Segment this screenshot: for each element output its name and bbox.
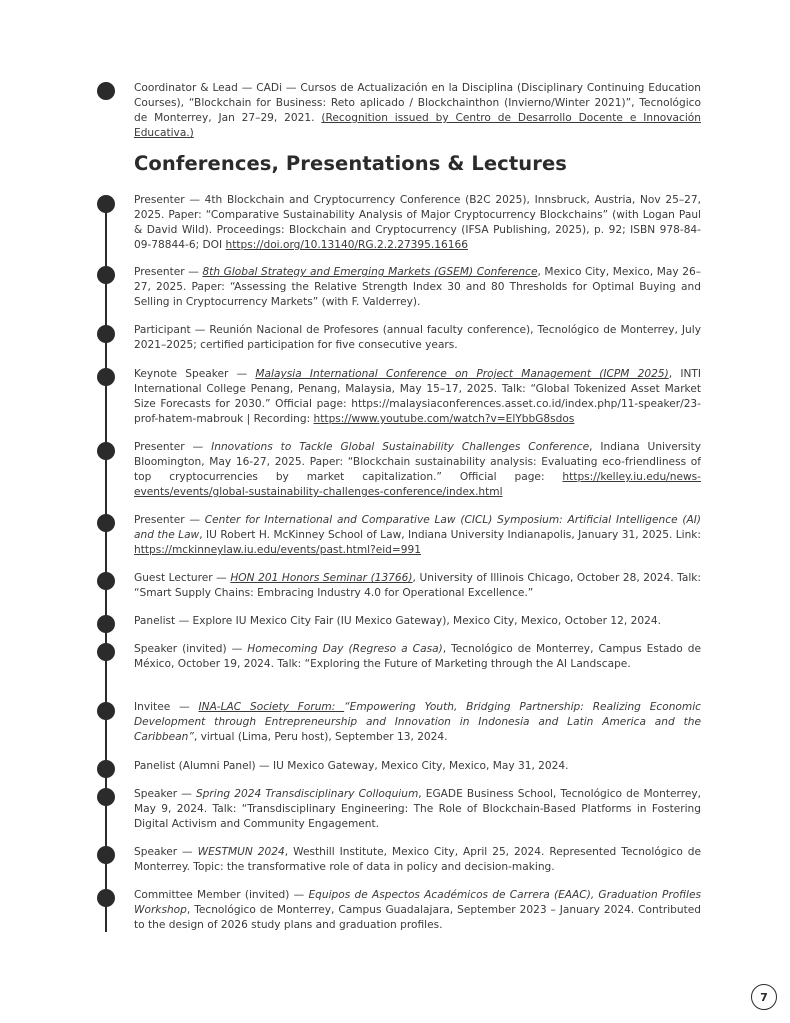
entry-text: Invitee — bbox=[134, 701, 199, 713]
entry-text: , Westhill Institute, Mexico City, April 25, 2024. Represented Tecnológico de Monterrey. Topic: the transformative role of data in policy and decision-making. bbox=[134, 846, 702, 873]
timeline-dot bbox=[97, 643, 115, 661]
entry-explore-iu bbox=[134, 614, 701, 629]
entry-text: Panelist — Explore IU Mexico City Fair (IU Mexico Gateway), Mexico City, Mexico, October 12, 2024. bbox=[134, 615, 661, 627]
entry-westmun bbox=[134, 845, 701, 875]
symposium-name: Center for International and Comparative Law (CICL) Symposium: Artificial Intelligence (AI) and the Law bbox=[134, 514, 701, 541]
recording-link[interactable]: https://www.youtube.com/watch?v=ElYbbG8sdos bbox=[313, 413, 575, 425]
timeline-dot bbox=[97, 760, 115, 778]
entry-text: , Tecnológico de Monterrey, Campus Guadalajara, September 2023 – January 2024. Contributed to the design of 2026 study plans and graduation profiles. bbox=[134, 904, 701, 931]
seminar-link[interactable]: HON 201 Honors Seminar (13766) bbox=[230, 572, 413, 584]
entry-text: Presenter — bbox=[134, 441, 212, 453]
entry-text: , University of Illinois Chicago, October 28, 2024. Talk: “Smart Supply Chains: Embracing Industry 4.0 for Operational Excellence.” bbox=[134, 572, 701, 599]
entry-text: Panelist (Alumni Panel) — IU Mexico Gateway, Mexico City, Mexico, May 31, 2024. bbox=[134, 760, 569, 772]
entry-text: , INTI International College Penang, Penang, Malaysia, May 15–17, 2025. Talk: “Global Tokenized Asset Market Size Forecasts for 2030.” Official page: https://malaysiaconferences.asset.co.id/index.php/11-speaker/23-prof-hatem-mabrouk | Recording: bbox=[134, 368, 701, 425]
conference-name: Innovations to Tackle Global Sustainability Challenges Conference bbox=[211, 441, 590, 453]
entry-text: Presenter — 4th Blockchain and Cryptocurrency Conference (B2C 2025), Innsbruck, Austria, Nov 25–27, 2025. Paper: “Comparative Sustainability Analysis of Major Cryptocurrency Blockchains” (with Logan Paul & David Wild). Proceedings: Blockchain and Cryptocurrency (IFSA Publishing, 2025), p. 92; ISBN 978-84-09-78844-6; DOI bbox=[134, 194, 701, 251]
entry-text: , Tecnológico de Monterrey, Campus Estado de México, October 19, 2024. Talk: “Exploring the Future of Marketing through the AI Landscape. bbox=[134, 643, 701, 670]
event-name: Homecoming Day (Regreso a Casa) bbox=[247, 643, 443, 655]
entry-hon-201 bbox=[134, 571, 701, 601]
recognition-link[interactable]: (Recognition issued by Centro de Desarrollo Docente e Innovación Educativa.) bbox=[134, 112, 701, 139]
gsem-link[interactable]: 8th Global Strategy and Emerging Markets (GSEM) Conference bbox=[202, 266, 538, 278]
entry-text: Guest Lecturer — bbox=[134, 572, 231, 584]
entry-text: Committee Member (invited) — bbox=[134, 889, 309, 901]
timeline-dot bbox=[97, 82, 115, 100]
entry-ina-lac-forum bbox=[134, 700, 701, 745]
page-number: 7 bbox=[751, 984, 777, 1010]
icpm-link[interactable]: Malaysia International Conference on Project Management (ICPM 2025) bbox=[255, 368, 669, 380]
colloquium-name: Spring 2024 Transdisciplinary Colloquium bbox=[195, 788, 419, 800]
entry-text: , Mexico City, Mexico, May 26–27, 2025. Paper: “Assessing the Relative Strength Index 30 and 80 Thresholds for Optimal Buying and Selling in Cryptocurrency Markets” (with F. Valderrey). bbox=[134, 266, 701, 308]
timeline-dot bbox=[97, 788, 115, 806]
top-entry bbox=[134, 81, 701, 141]
entry-reunion-nacional bbox=[134, 323, 701, 353]
entry-text: , virtual (Lima, Peru host), September 13, 2024. bbox=[193, 731, 448, 743]
entry-text: Speaker (invited) — bbox=[134, 643, 248, 655]
timeline-dot bbox=[97, 195, 115, 213]
entry-text: Participant — Reunión Nacional de Profesores (annual faculty conference), Tecnológico de Monterrey, July 2021–2025; certified participation for five consecutive years. bbox=[134, 324, 701, 351]
timeline-dot bbox=[97, 572, 115, 590]
entry-transdisciplinary-colloquium bbox=[134, 787, 701, 832]
entry-alumni-panel bbox=[134, 759, 701, 774]
entry-text: , EGADE Business School, Tecnológico de Monterrey, May 9, 2024. Talk: “Transdisciplinary Engineering: The Role of Blockchain-Based Platforms in Fostering Digital Activism and Community Engagement. bbox=[134, 788, 701, 830]
timeline-dot bbox=[97, 266, 115, 284]
doi-link[interactable]: https://doi.org/10.13140/RG.2.2.27395.16166 bbox=[225, 239, 468, 251]
event-name: WESTMUN 2024 bbox=[197, 846, 285, 858]
timeline-dot bbox=[97, 368, 115, 386]
entry-eaac-workshop bbox=[134, 888, 701, 933]
timeline-line bbox=[105, 198, 107, 932]
entry-text: Coordinator & Lead — CADi — Cursos de Actualización en la Disciplina (Disciplinary Continuing Education Courses), “Blockchain for Business: Reto aplicado / Blockchainthon (Invierno/Winter 2021)”, Tecnológico de Monterrey, Jan 27–29, 2021. bbox=[134, 82, 701, 124]
entry-text: Presenter — bbox=[134, 266, 203, 278]
event-link[interactable]: https://mckinneylaw.iu.edu/events/past.html?eid=991 bbox=[134, 544, 422, 556]
section-title: Conferences, Presentations & Lectures bbox=[134, 152, 567, 175]
entry-gsem-2025 bbox=[134, 265, 701, 310]
timeline-dot bbox=[97, 846, 115, 864]
workshop-name: Equipos de Aspectos Académicos de Carrera (EAAC), Graduation Profiles Workshop bbox=[134, 889, 701, 916]
timeline-dot bbox=[97, 615, 115, 633]
entry-text: Keynote Speaker — bbox=[134, 368, 256, 380]
entry-text: Speaker — bbox=[134, 846, 198, 858]
entry-homecoming-day bbox=[134, 642, 701, 672]
entry-sustainability-conference bbox=[134, 440, 701, 500]
official-page-link[interactable]: https://kelley.iu.edu/news-events/events/global-sustainability-challenges-conference/index.html bbox=[134, 471, 701, 498]
entry-icpm-2025 bbox=[134, 367, 701, 427]
entry-text: Presenter — bbox=[134, 514, 205, 526]
entry-cicl-symposium bbox=[134, 513, 701, 558]
timeline-dot bbox=[97, 702, 115, 720]
timeline-dot bbox=[97, 514, 115, 532]
entry-b2c-2025 bbox=[134, 193, 701, 253]
timeline-dot bbox=[97, 325, 115, 343]
forum-title: “Empowering Youth, Bridging Partnership: Realizing Economic Development through Entrepreneurship and Innovation in Indonesia and Latin America and the Caribbean” bbox=[134, 701, 702, 743]
forum-link[interactable]: INA-LAC Society Forum: bbox=[198, 701, 345, 713]
entry-text: Speaker — bbox=[134, 788, 196, 800]
entry-text: , IU Robert H. McKinney School of Law, Indiana University Indianapolis, January 31, 2025. Link: bbox=[199, 529, 701, 541]
entry-text: , Indiana University Bloomington, May 16-27, 2025. Paper: “Blockchain sustainability analysis: Evaluating eco-friendliness of top cryptocurrencies by market capitalization.” Official page: bbox=[134, 441, 701, 483]
timeline-dot bbox=[97, 442, 115, 460]
timeline-dot bbox=[97, 889, 115, 907]
